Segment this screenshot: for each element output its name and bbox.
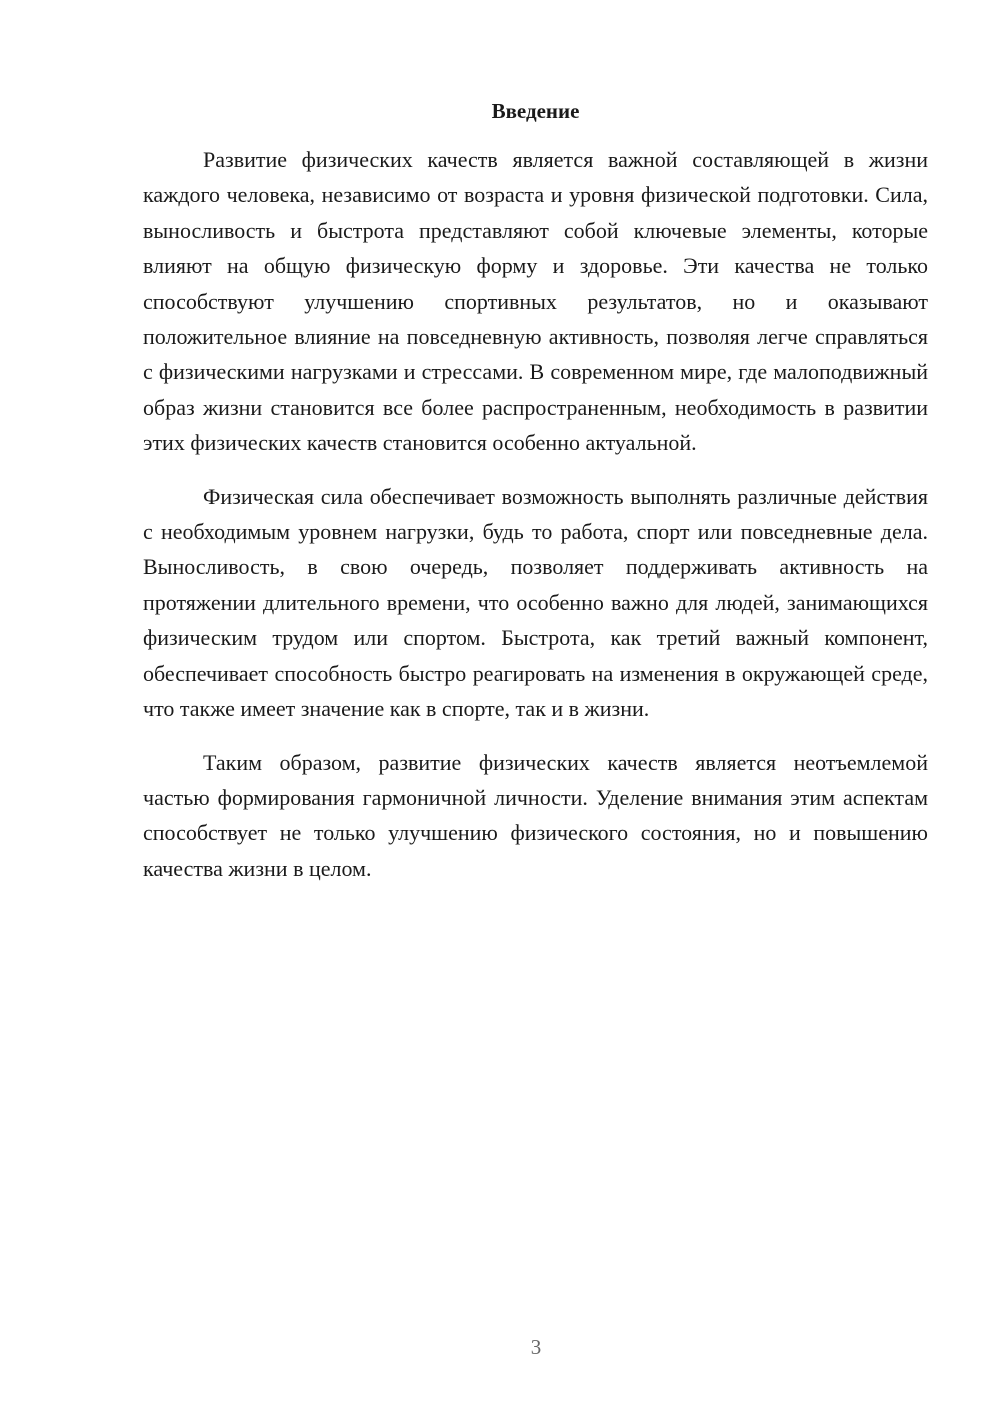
paragraph-3: Таким образом, развитие физических качеств является неотъемлемой частью формирования гармоничной личности. Уделение внимания этим аспектам способствует не только улучшению физического состояния, но и повышению качества жизни в целом. bbox=[143, 749, 928, 881]
section-heading: Введение bbox=[491, 99, 580, 123]
paragraph-2: Физическая сила обеспечивает возможность выполнять различные действия с необходимым уровнем нагрузки, будь то работа, спорт или повседневные дела. Выносливость, в свою очередь, позволяет поддерживать активность на протяжении длительного времени, что особенно важно для людей, занимающихся физическим трудом или спортом. Быстрота, как третий важный компонент, обеспечивает способность быстро реагировать на изменения в окружающей среде, что также имеет значение как в спорте, так и в жизни. bbox=[143, 483, 928, 722]
paragraph-1: Развитие физических качеств является важной составляющей в жизни каждого человека, независимо от возраста и уровня физической подготовки. Сила, выносливость и быстрота представляют собой ключевые элементы, которые влияют на общую физическую форму и здоровье. Эти качества не только способствуют улучшению спортивных результатов, но и оказывают положительное влияние на повседневную активность, позволяя легче справляться с физическими нагрузками и стрессами. В современном мире, где малоподвижный образ жизни становится все более распространенным, необходимость в развитии этих физических качеств становится особенно актуальной. bbox=[143, 147, 928, 456]
page-number: 3 bbox=[530, 1335, 542, 1359]
body-text bbox=[143, 142, 928, 904]
